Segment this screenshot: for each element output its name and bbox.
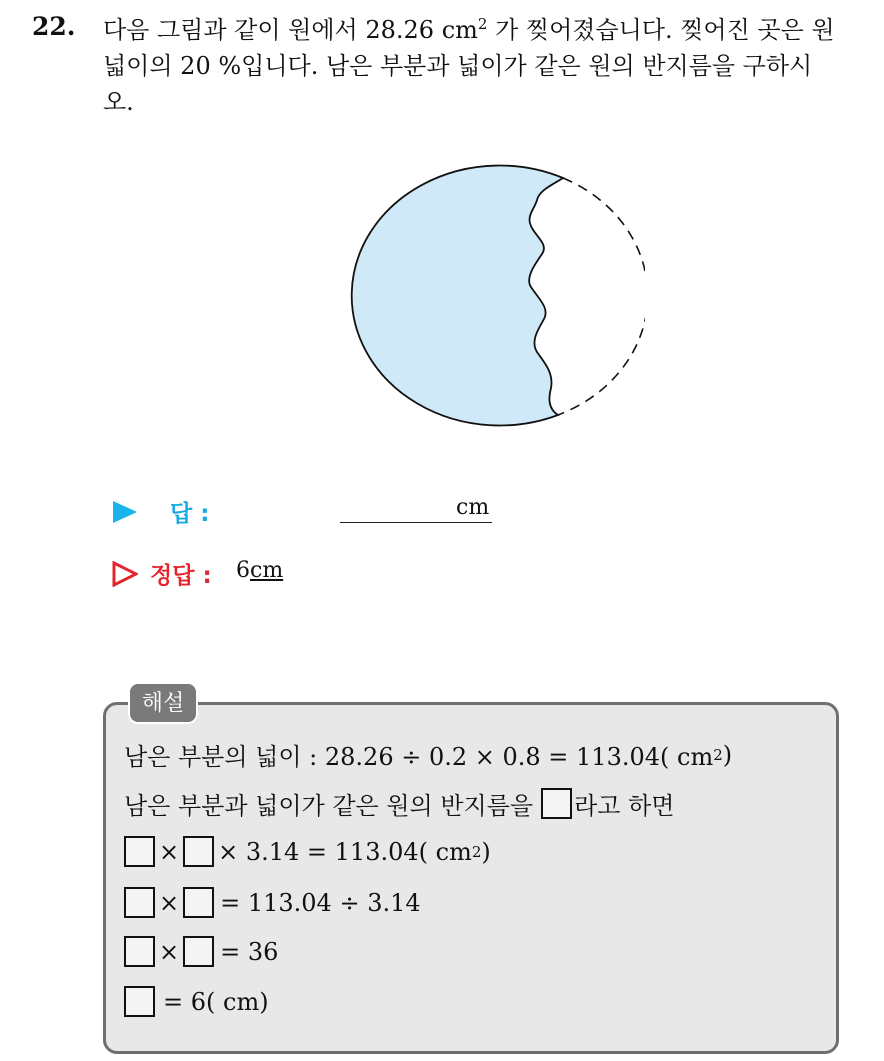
solution-line-5-rest: = 36 — [220, 937, 279, 966]
answer-row — [112, 492, 712, 532]
blank-box — [183, 836, 214, 867]
solution-line-2-b: 라고 하면 — [574, 792, 675, 820]
question-line-1-sup: 2 — [477, 15, 488, 33]
outlined-triangle-icon — [112, 561, 138, 587]
blank-box — [183, 887, 214, 918]
correct-answer-label: 정답 : — [150, 563, 212, 589]
question-text — [103, 12, 868, 120]
solution-line-5 — [124, 936, 278, 967]
question-line-1-b: 가 찢어졌습니다. 찢어진 곳은 원 — [487, 16, 835, 44]
correct-answer-number: 6 — [236, 558, 250, 583]
blank-box — [124, 986, 155, 1017]
solution-tab: 해설 — [128, 682, 198, 724]
correct-answer-value — [236, 558, 283, 583]
times-sign: × — [159, 937, 180, 966]
correct-answer-unit: cm — [250, 558, 284, 583]
solution-line-2 — [124, 786, 674, 821]
solution-line-6-rest: = 6( cm) — [163, 987, 269, 1016]
question-number: 22. — [32, 12, 76, 41]
correct-answer-row — [112, 555, 712, 595]
filled-triangle-icon — [112, 500, 138, 524]
solution-line-3: × × 3.14 = 113.04( cm 2 ) — [124, 836, 491, 867]
solution-line-1-text: 남은 부분의 넓이 : 28.26 ÷ 0.2 × 0.8 = 113.04( cm — [124, 743, 714, 771]
blank-box — [183, 936, 214, 967]
answer-unit: cm — [456, 495, 490, 520]
blank-box — [541, 788, 572, 819]
remaining-circle-part — [352, 166, 563, 426]
times-sign: × — [159, 888, 180, 917]
solution-line-4 — [124, 887, 421, 918]
solution-line-3-rest: × 3.14 = 113.04( cm — [218, 837, 472, 866]
blank-box — [124, 936, 155, 967]
solution-line-6 — [124, 986, 269, 1017]
missing-part-dashed-outline — [558, 178, 645, 415]
solution-line-4-rest: = 113.04 ÷ 3.14 — [220, 888, 421, 917]
blank-box — [124, 836, 155, 867]
answer-label: 답 : — [170, 501, 210, 527]
question-line-3: 오. — [103, 88, 134, 116]
solution-line-2-a: 남은 부분과 넓이가 같은 원의 반지름을 — [124, 792, 534, 820]
question-line-2: 넓이의 20 %입니다. 남은 부분과 넓이가 같은 원의 반지름을 구하시 — [103, 52, 813, 80]
solution-line-1-end: ) — [722, 740, 733, 769]
blank-box — [124, 887, 155, 918]
times-sign: × — [159, 837, 180, 866]
question-line-1 — [103, 12, 868, 48]
question-line-1-a: 다음 그림과 같이 원에서 28.26 cm — [103, 16, 478, 44]
torn-circle-figure — [325, 160, 645, 460]
solution-line-3-end: ) — [481, 837, 491, 866]
solution-line-1: 남은 부분의 넓이 : 28.26 ÷ 0.2 × 0.8 = 113.04( cm 2 ) — [124, 737, 732, 772]
